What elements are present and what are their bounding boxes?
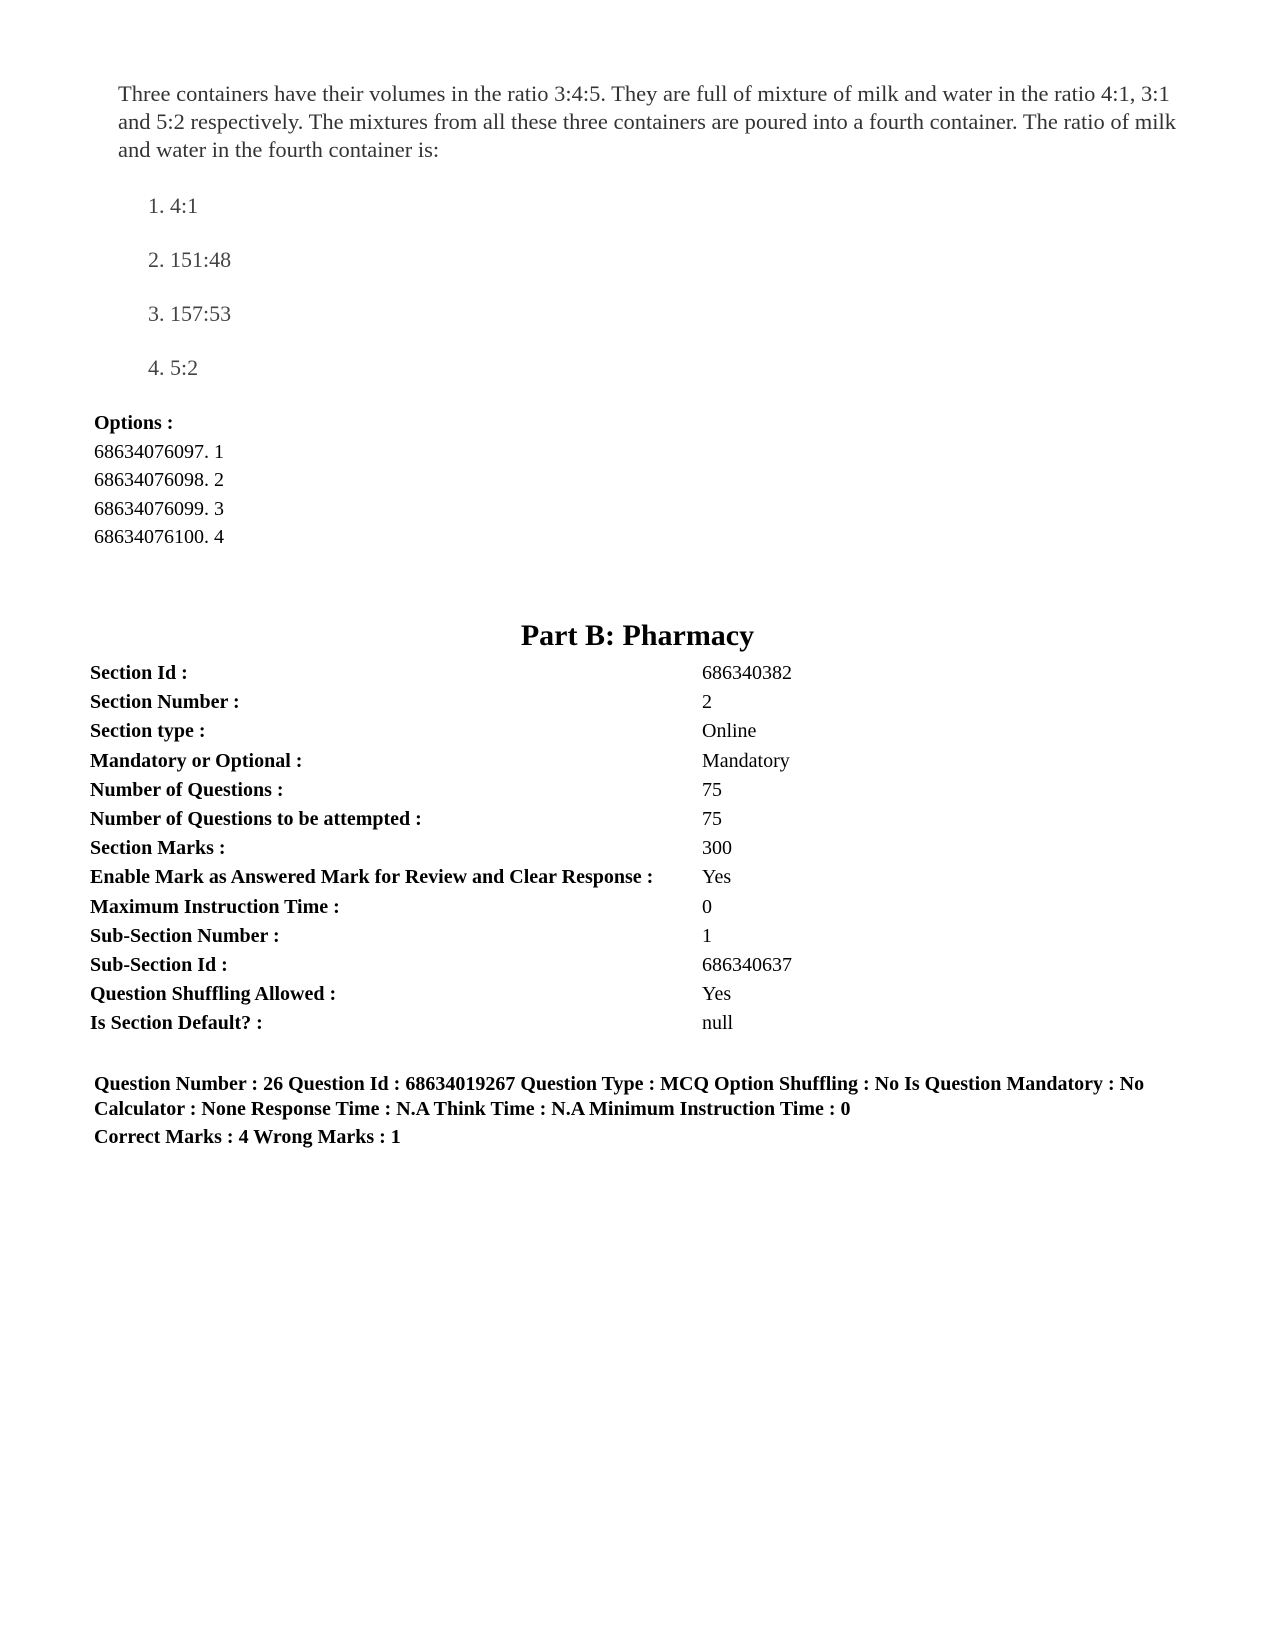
section-row — [90, 717, 792, 746]
part-title: Part B: Pharmacy — [520, 619, 755, 652]
section-value: 1 — [702, 924, 712, 947]
option-item: 68634076098. 2 — [94, 469, 224, 491]
choice-2: 2. 151:48 — [148, 247, 232, 272]
section-row — [90, 980, 792, 1009]
option-item: 68634076100. 4 — [94, 526, 224, 548]
section-label: Sub-Section Id : — [90, 954, 228, 977]
section-row — [90, 834, 792, 863]
option-item: 68634076097. 1 — [94, 440, 224, 463]
section-label: Is Section Default? : — [90, 1012, 263, 1035]
question-marks: Correct Marks : 4 Wrong Marks : 1 — [94, 1126, 401, 1148]
section-label: Mandatory or Optional : — [90, 749, 303, 772]
question-image — [118, 80, 1198, 380]
section-label: Section Marks : — [90, 837, 226, 860]
section-label: Number of Questions to be attempted : — [90, 808, 422, 831]
section-label: Maximum Instruction Time : — [90, 895, 340, 918]
section-value: null — [702, 1012, 734, 1035]
section-row — [90, 1009, 792, 1038]
section-label: Section Number : — [90, 691, 240, 714]
section-details-table — [90, 659, 792, 1039]
section-value: Yes — [702, 866, 732, 889]
section-row — [90, 922, 792, 951]
section-value: Yes — [702, 983, 732, 1006]
section-row — [90, 747, 792, 776]
section-label: Enable Mark as Answered Mark for Review and Clear Response : — [90, 866, 654, 889]
section-value: 300 — [702, 837, 732, 860]
section-value: 0 — [702, 895, 712, 918]
section-row — [90, 863, 792, 892]
choice-3: 3. 157:53 — [148, 301, 232, 326]
section-row — [90, 805, 792, 834]
section-label: Question Shuffling Allowed : — [90, 983, 337, 1006]
question-choices — [148, 192, 231, 408]
section-row — [90, 659, 792, 688]
section-label: Section Id : — [90, 662, 188, 684]
section-value: 686340637 — [702, 954, 792, 977]
section-row — [90, 776, 792, 805]
section-label: Number of Questions : — [90, 778, 284, 801]
section-value: 2 — [702, 691, 712, 714]
choice-1: 1. 4:1 — [148, 193, 199, 218]
options-block — [94, 409, 224, 552]
section-value: Online — [702, 720, 757, 743]
section-value: Mandatory — [702, 749, 790, 772]
section-value: 75 — [702, 808, 722, 831]
question-text: Three containers have their volumes in the ratio 3:4:5. They are full of mixture of milk and water in the ratio 4:1, 3:1 and 5:2 respectively. The mixtures from all these three containers are poured into a fourth container. The ratio of milk and water in the fourth container is: — [118, 81, 1176, 162]
question-meta — [94, 1072, 1214, 1150]
option-item: 68634076099. 3 — [94, 497, 224, 520]
options-heading: Options : — [94, 412, 174, 434]
section-row — [90, 951, 792, 980]
section-row — [90, 893, 792, 922]
section-row — [90, 688, 792, 717]
section-value: 686340382 — [702, 662, 792, 684]
section-value: 75 — [702, 778, 722, 801]
choice-4: 4. 5:2 — [148, 355, 199, 380]
question-meta-details: Question Number : 26 Question Id : 68634019267 Question Type : MCQ Option Shuffling : No Is Question Mandatory : No Calculator : None Response Time : N.A Think Time : N.A Minimum Instruction Time : 0 — [94, 1073, 1145, 1120]
section-label: Section type : — [90, 720, 206, 743]
section-label: Sub-Section Number : — [90, 924, 280, 947]
